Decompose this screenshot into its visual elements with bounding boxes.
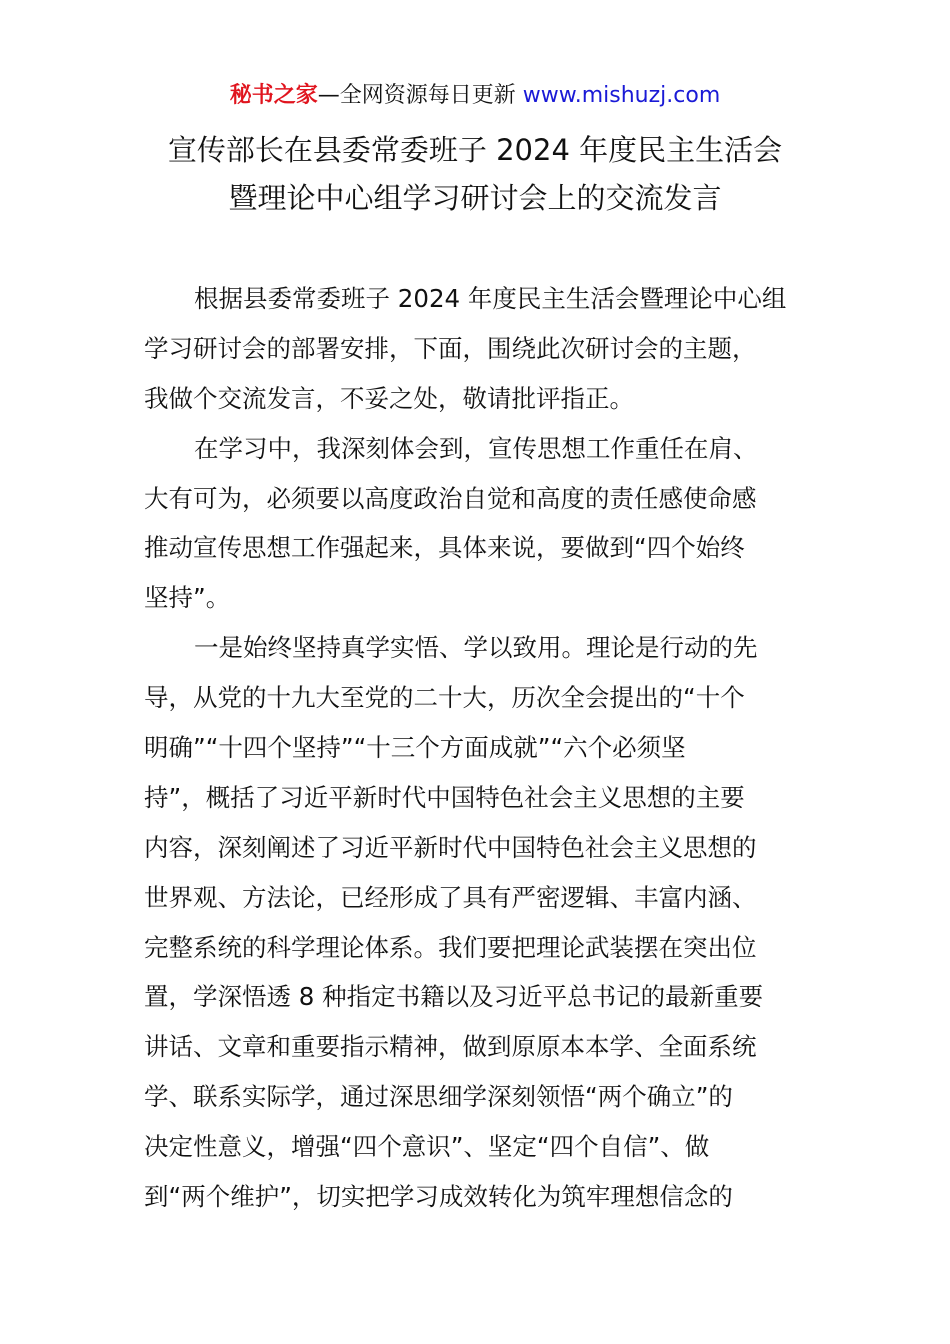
body-line: 学习研讨会的部署安排，下面，围绕此次研讨会的主题， — [144, 333, 757, 363]
title-line-2: 暨理论中心组学习研讨会上的交流发言 — [228, 181, 722, 215]
body-line: 我做个交流发言，不妥之处，敬请批评指正。 — [144, 383, 634, 413]
body-line: 根据县委常委班子 2024 年度民主生活会暨理论中心组 — [194, 284, 787, 313]
body-line: 到“两个维护”，切实把学习成效转化为筑牢理想信念的 — [144, 1182, 733, 1212]
body-line: 导，从党的十九大至党的二十大，历次全会提出的“十个 — [144, 683, 745, 713]
body-line: 完整系统的科学理论体系。我们要把理论武装摆在突出位 — [144, 932, 757, 962]
body-line: 世界观、方法论，已经形成了具有严密逻辑、丰富内涵、 — [144, 882, 757, 912]
site-url-link[interactable]: www.mishuzj.com — [522, 83, 721, 108]
body-line: 学、联系实际学，通过深思细学深刻领悟“两个确立”的 — [144, 1082, 733, 1112]
title-line-1: 宣传部长在县委常委班子 2024 年度民主生活会 — [167, 133, 783, 167]
body-line: 一是始终坚持真学实悟、学以致用。理论是行动的先 — [194, 633, 758, 663]
body-line: 坚持”。 — [144, 583, 231, 613]
body-line: 讲话、文章和重要指示精神，做到原原本本学、全面系统 — [144, 1032, 757, 1062]
site-tagline: —全网资源每日更新 — [317, 83, 523, 108]
body-line: 在学习中，我深刻体会到，宣传思想工作重任在肩、 — [194, 433, 758, 463]
site-header — [0, 80, 950, 112]
body-line: 决定性意义，增强“四个意识”、坚定“四个自信”、做 — [144, 1132, 710, 1162]
body-line: 推动宣传思想工作强起来，具体来说，要做到“四个始终 — [144, 533, 745, 563]
body-line: 内容，深刻阐述了习近平新时代中国特色社会主义思想的 — [144, 832, 757, 862]
document-title — [0, 126, 950, 222]
body-line: 明确”“十四个坚持”“十三个方面成就”“六个必须坚 — [144, 733, 686, 763]
body-line: 大有可为，必须要以高度政治自觉和高度的责任感使命感 — [144, 483, 757, 513]
site-brand: 秘书之家 — [229, 83, 318, 108]
document-body — [144, 274, 808, 1222]
body-line: 置，学深悟透 8 种指定书籍以及习近平总书记的最新重要 — [144, 982, 764, 1012]
body-line: 持”，概括了习近平新时代中国特色社会主义思想的主要 — [144, 782, 745, 812]
